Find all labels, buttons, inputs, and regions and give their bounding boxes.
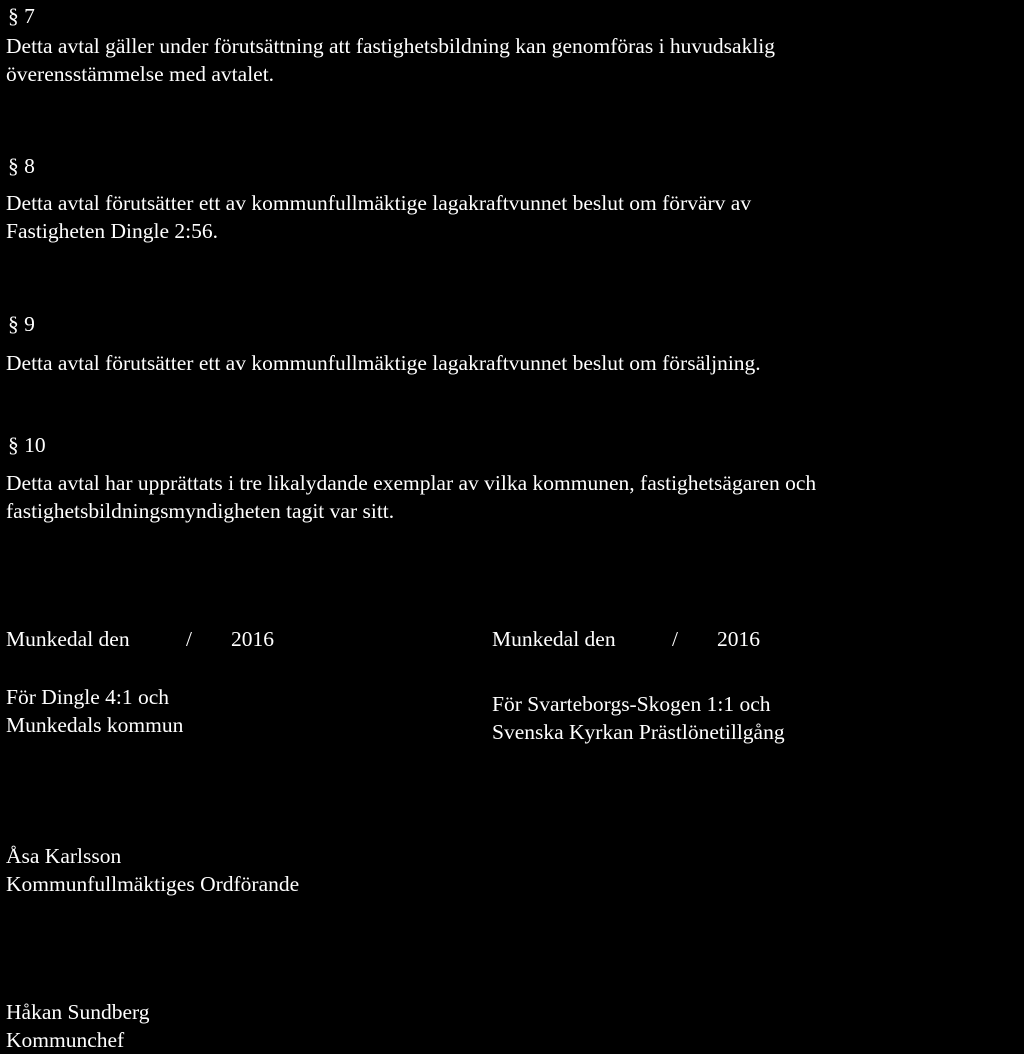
left-date-place: Munkedal den xyxy=(6,627,130,651)
left-date-line xyxy=(6,625,274,653)
section-10-text xyxy=(6,469,816,525)
section-8-line-2: Fastigheten Dingle 2:56. xyxy=(6,219,218,243)
section-7-heading: § 7 xyxy=(8,4,35,28)
signatory-1-name: Åsa Karlsson xyxy=(6,844,122,868)
section-8-heading: § 8 xyxy=(8,154,35,178)
section-7-line-2: överensstämmelse med avtalet. xyxy=(6,62,275,86)
section-8-line-1: Detta avtal förutsätter ett av kommunfullmäktige lagakraftvunnet beslut om förvärv av xyxy=(6,191,752,215)
signatory-1 xyxy=(6,842,299,898)
right-party xyxy=(492,690,785,746)
left-party-line-1: För Dingle 4:1 och xyxy=(6,685,170,709)
right-date-year: 2016 xyxy=(717,627,760,651)
section-8-text xyxy=(6,189,751,245)
section-7-line-1: Detta avtal gäller under förutsättning att fastighetsbildning kan genomföras i huvudsaklig xyxy=(6,34,776,58)
section-10-heading: § 10 xyxy=(8,433,46,457)
signatory-1-title: Kommunfullmäktiges Ordförande xyxy=(6,872,300,896)
left-party-line-2: Munkedals kommun xyxy=(6,713,184,737)
section-9-text xyxy=(6,349,761,377)
left-date-slash: / xyxy=(186,627,192,651)
right-date-line xyxy=(492,625,760,653)
section-7-text xyxy=(6,32,775,88)
signatory-2-name: Håkan Sundberg xyxy=(6,1000,150,1024)
section-9-line-1: Detta avtal förutsätter ett av kommunfullmäktige lagakraftvunnet beslut om försäljning. xyxy=(6,351,761,375)
right-party-line-1: För Svarteborgs-Skogen 1:1 och xyxy=(492,692,771,716)
right-party-line-2: Svenska Kyrkan Prästlönetillgång xyxy=(492,720,785,744)
left-date-year: 2016 xyxy=(231,627,274,651)
section-10-line-2: fastighetsbildningsmyndigheten tagit var sitt. xyxy=(6,499,395,523)
signatory-2 xyxy=(6,998,150,1054)
section-10-line-1: Detta avtal har upprättats i tre likalydande exemplar av vilka kommunen, fastighetsägaren och xyxy=(6,471,817,495)
section-9-heading: § 9 xyxy=(8,312,35,336)
signatory-2-title: Kommunchef xyxy=(6,1028,125,1052)
right-date-place: Munkedal den xyxy=(492,627,616,651)
right-date-slash: / xyxy=(672,627,678,651)
left-party xyxy=(6,683,183,739)
